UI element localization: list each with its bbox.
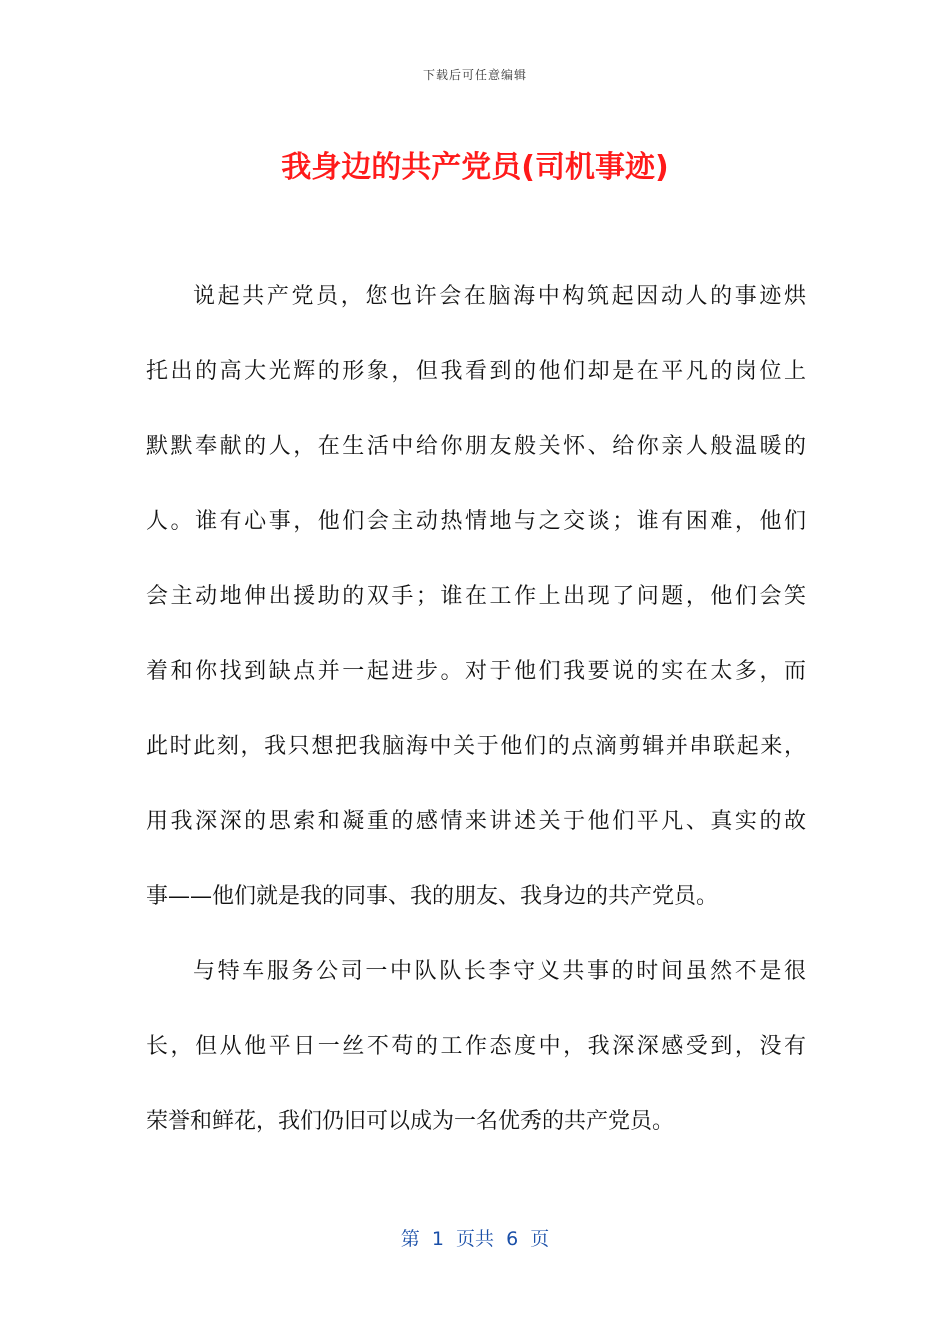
body-line-3: 默默奉献的人，在生活中给你朋友般关怀、给你亲人般温暖的 [146, 434, 806, 459]
body-line-12: 荣誉和鲜花，我们仍旧可以成为一名优秀的共产党员。 [146, 1109, 675, 1134]
body-line-2: 托出的高大光辉的形象，但我看到的他们却是在平凡的岗位上 [146, 359, 806, 384]
header-note: 下载后可任意编辑 [422, 68, 527, 82]
body-line-9: 事——他们就是我的同事、我的朋友、我身边的共产党员。 [146, 884, 719, 909]
body-line-1: 说起共产党员，您也许会在脑海中构筑起因动人的事迹烘 [193, 284, 806, 309]
body-line-5: 会主动地伸出援助的双手；谁在工作上出现了问题，他们会笑 [146, 584, 806, 609]
body-line-11: 长，但从他平日一丝不苟的工作态度中，我深深感受到，没有 [146, 1034, 806, 1059]
document-title: 我身边的共产党员(司机事迹) [281, 150, 669, 185]
body-line-7: 此时此刻，我只想把我脑海中关于他们的点滴剪辑并串联起来， [146, 734, 806, 759]
page-number-footer: 第 1 页共 6 页 [400, 1228, 550, 1250]
body-line-10: 与特车服务公司一中队队长李守义共事的时间虽然不是很 [193, 959, 806, 984]
body-line-8: 用我深深的思索和凝重的感情来讲述关于他们平凡、真实的故 [146, 809, 806, 834]
body-line-6: 着和你找到缺点并一起进步。对于他们我要说的实在太多，而 [146, 659, 806, 684]
body-line-4: 人。谁有心事，他们会主动热情地与之交谈；谁有困难，他们 [146, 509, 806, 534]
